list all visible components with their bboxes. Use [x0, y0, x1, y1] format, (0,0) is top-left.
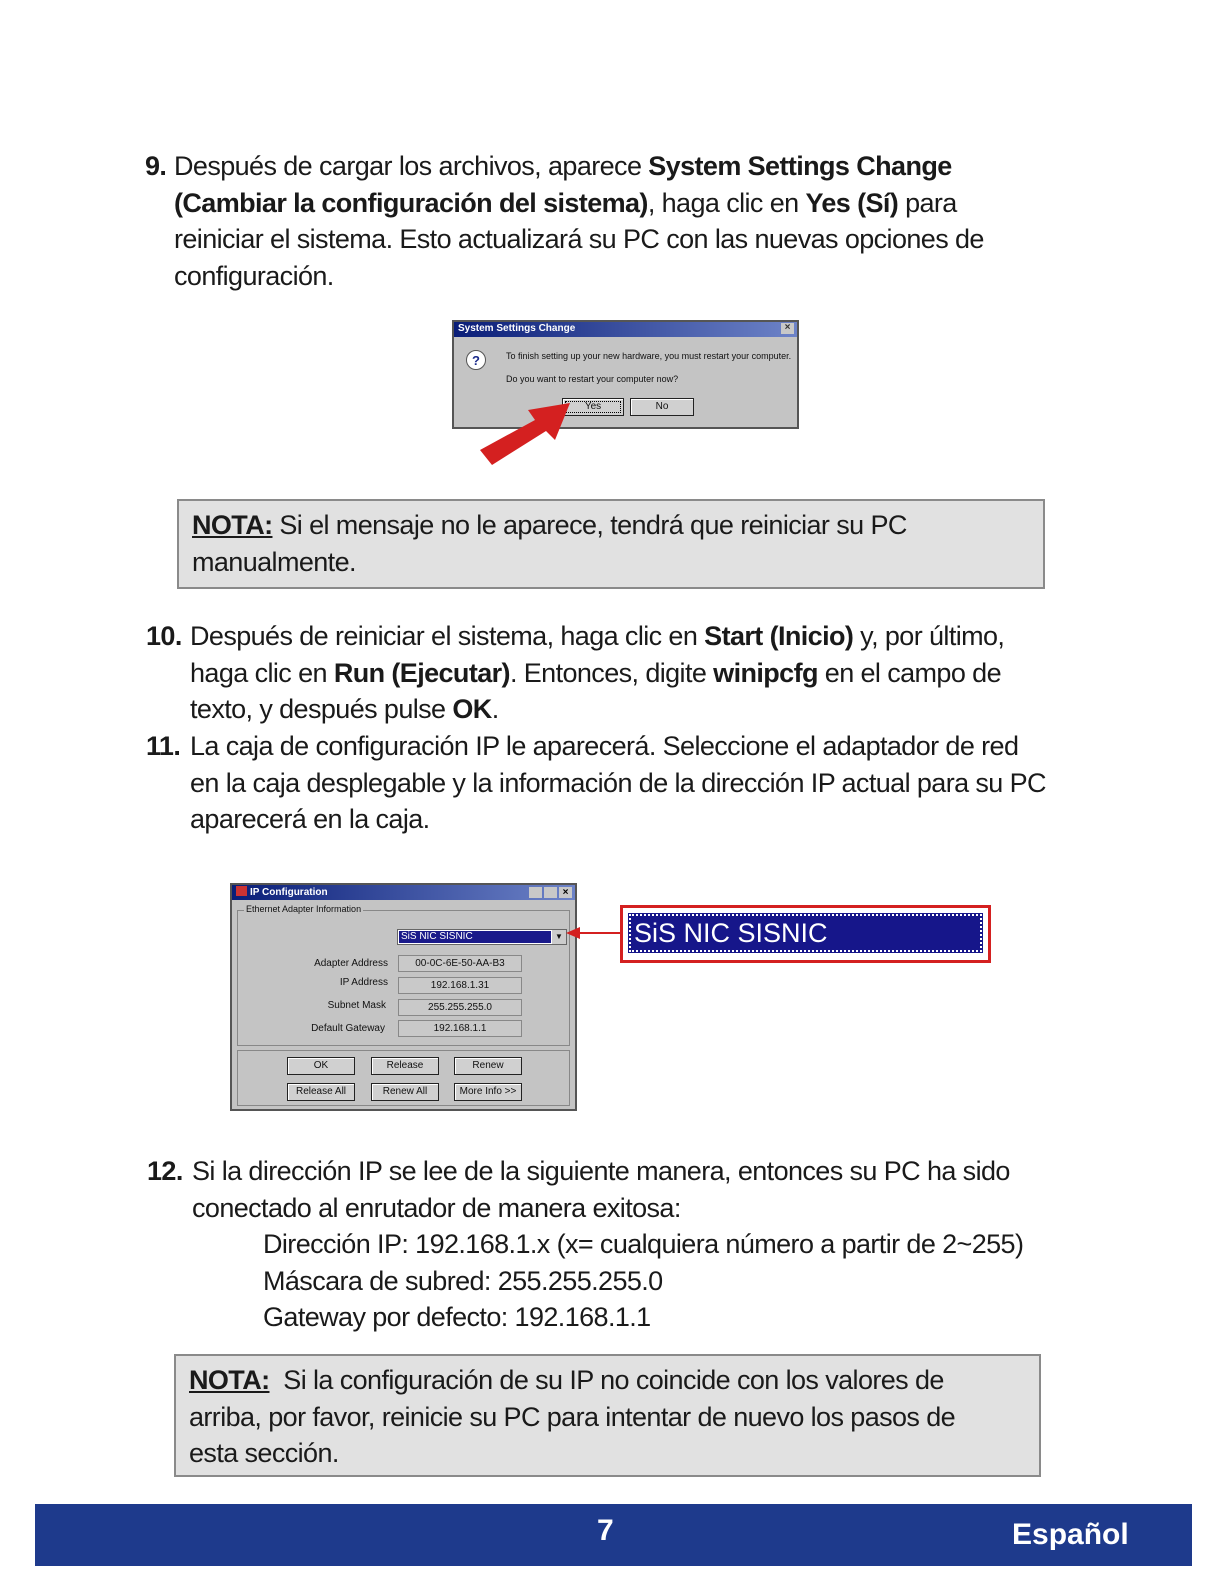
close-icon[interactable]: × [781, 323, 794, 334]
gateway-rule: Gateway por defecto: 192.168.1.1 [263, 1302, 651, 1332]
ip-configuration-window [230, 883, 577, 1111]
page-footer [35, 1504, 1192, 1566]
text: La caja de configuración IP le aparecerá. Seleccione el adaptador de red [190, 731, 1019, 761]
step-9 [145, 148, 984, 294]
no-button[interactable]: No [630, 398, 694, 416]
text: Si la configuración de su IP no coincide con los valores de [269, 1365, 944, 1395]
text: arriba, por favor, reinicie su PC para intentar de nuevo los pasos de [189, 1401, 956, 1432]
text: en la caja desplegable y la información de la dirección IP actual para su PC [190, 767, 1046, 798]
text: manualmente. [192, 546, 356, 577]
text-bold: OK [452, 694, 492, 724]
text: Si el mensaje no le aparece, tendrá que reiniciar su PC [272, 510, 907, 540]
adapter-zoom-text: SiS NIC SISNIC [628, 913, 983, 953]
note-label: NOTA: [192, 510, 273, 540]
renew-button[interactable]: Renew [454, 1057, 522, 1075]
red-arrow-icon [470, 395, 580, 470]
close-button[interactable]: × [559, 887, 572, 898]
more-info-button[interactable]: More Info >> [454, 1083, 522, 1101]
text: . [491, 694, 499, 724]
chevron-down-icon[interactable]: ▼ [552, 930, 566, 944]
text: reiniciar el sistema. Esto actualizará su PC con las nuevas opciones de [174, 224, 984, 254]
label-default-gateway: Default Gateway [311, 1023, 385, 1034]
minimize-button[interactable] [529, 887, 542, 898]
group-label: Ethernet Adapter Information [246, 904, 362, 914]
dialog-title: System Settings Change [458, 323, 576, 334]
maximize-button[interactable] [544, 887, 557, 898]
dialog-message: To finish setting up your new hardware, you must restart your computer. [506, 351, 792, 361]
arrow-left-icon [566, 925, 622, 941]
note-box-2 [174, 1354, 1041, 1477]
text: esta sección. [189, 1438, 339, 1468]
ip-address-value: 192.168.1.31 [398, 977, 522, 994]
step-number: 9. [145, 151, 167, 181]
text: haga clic en [190, 657, 334, 688]
text: Si la dirección IP se lee de la siguiente manera, entonces su PC ha sido [192, 1156, 1010, 1186]
step-number: 10. [146, 621, 182, 651]
yes-button[interactable]: Yes [562, 398, 624, 416]
dialog-title-bar [454, 322, 797, 337]
text: Después de reiniciar el sistema, haga clic en [190, 621, 705, 651]
window-title-bar [232, 885, 575, 900]
language-label: Español [1012, 1518, 1129, 1551]
step-11 [146, 728, 1046, 838]
subnet-mask-rule: Máscara de subred: 255.255.255.0 [263, 1265, 663, 1296]
dialog-question: Do you want to restart your computer now? [506, 374, 679, 384]
default-gateway-value: 192.168.1.1 [398, 1020, 522, 1037]
ok-button[interactable]: OK [287, 1057, 355, 1075]
note-box-1 [177, 499, 1045, 589]
step-number: 12. [147, 1156, 183, 1186]
step-10 [146, 618, 1004, 728]
note-label: NOTA: [189, 1365, 270, 1395]
step-12 [147, 1153, 1023, 1336]
window-title: IP Configuration [250, 887, 328, 898]
text: , haga clic en [647, 187, 806, 218]
text-bold: winipcfg [713, 657, 818, 688]
label-adapter-address: Adapter Address [314, 958, 388, 969]
text-bold: Yes (Sí) [805, 187, 899, 218]
text-bold: Run (Ejecutar) [333, 657, 510, 688]
release-button[interactable]: Release [371, 1057, 439, 1075]
text: conectado al enrutador de manera exitosa: [192, 1192, 681, 1223]
text: aparecerá en la caja. [190, 804, 430, 834]
text-bold: (Cambiar la configuración del sistema) [174, 187, 648, 218]
question-icon: ? [466, 350, 486, 370]
ip-address-rule: Dirección IP: 192.168.1.x (x= cualquiera número a partir de 2~255) [263, 1229, 1024, 1259]
text-bold: Start (Inicio) [704, 621, 854, 651]
text: . Entonces, digite [509, 657, 714, 688]
label-ip-address: IP Address [339, 977, 388, 988]
text: en el campo de [817, 657, 1001, 688]
text: y, por último, [853, 621, 1005, 651]
adapter-dropdown[interactable] [397, 929, 567, 945]
page-number: 7 [597, 1514, 614, 1547]
app-icon [236, 886, 247, 896]
renew-all-button[interactable]: Renew All [371, 1083, 439, 1101]
text: texto, y después pulse [190, 694, 453, 724]
text: configuración. [174, 260, 334, 291]
release-all-button[interactable]: Release All [287, 1083, 355, 1101]
label-subnet-mask: Subnet Mask [327, 1000, 386, 1011]
adapter-selected: SiS NIC SISNIC [399, 931, 551, 943]
text: para [898, 187, 957, 218]
text: Después de cargar los archivos, aparece [174, 151, 649, 181]
subnet-mask-value: 255.255.255.0 [398, 999, 522, 1016]
adapter-zoom-inset [620, 905, 991, 963]
adapter-address-value: 00-0C-6E-50-AA-B3 [398, 955, 522, 972]
step-number: 11. [146, 731, 181, 761]
text-bold: System Settings Change [648, 151, 952, 181]
